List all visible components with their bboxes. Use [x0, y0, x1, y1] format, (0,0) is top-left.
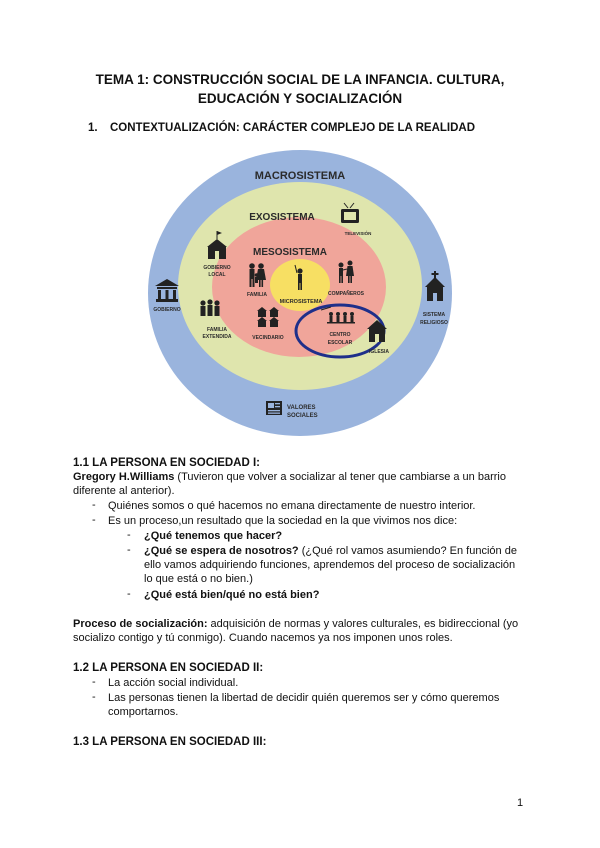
gregory-williams-paragraph	[73, 470, 528, 498]
question-bold: ¿Qué se espera de nosotros?	[144, 545, 299, 557]
label-familia-extendida-2: EXTENDIDA	[202, 334, 232, 340]
section-1-number: 1.	[88, 122, 98, 134]
label-mesosistema: MESOSISTEMA	[253, 247, 327, 258]
label-vecindario: VECINDARIO	[252, 335, 284, 341]
section-1-heading	[88, 122, 475, 134]
newspaper-icon	[266, 401, 282, 415]
question-text-line3: lo que está o no bien.)	[144, 573, 253, 586]
label-valores-2: SOCIALES	[287, 413, 318, 419]
question-item: ¿Qué tenemos que hacer?	[144, 530, 283, 542]
label-television: TELEVISIÓN	[344, 231, 372, 236]
list-item-line2: comportarnos.	[108, 706, 179, 719]
label-familia-extendida-1: FAMILIA	[207, 327, 227, 333]
author-text: (Tuvieron que volver a socializar al tener que cambiarse a un barrio	[174, 471, 506, 483]
title-line-1: TEMA 1: CONSTRUCCIÓN SOCIAL DE LA INFANCIA. CULTURA,	[95, 72, 505, 87]
bullet-marker: -	[127, 544, 131, 556]
list-item-line1: Las personas tienen la libertad de decidir quién queremos ser y cómo queremos	[108, 692, 500, 704]
label-familia: FAMILIA	[247, 292, 267, 298]
dash-marker: -	[92, 691, 96, 703]
bullet-marker: -	[127, 588, 131, 600]
label-gobierno: GOBIERNO	[153, 307, 181, 313]
question-text-line2: ello vamos adquiriendo funciones, aprendemos del proceso de socialización	[144, 559, 516, 572]
author-name: Gregory H.Williams	[73, 471, 175, 483]
label-sistema-2: RELIGIOSO	[420, 320, 448, 326]
page-number: 1	[517, 797, 524, 809]
label-gobierno-local-1: GOBIERNO	[203, 265, 231, 271]
label-microsistema: MICROSISTEMA	[279, 299, 323, 305]
label-exosistema: EXOSISTEMA	[249, 212, 315, 223]
label-valores-1: VALORES	[287, 405, 316, 411]
question-item: ¿Qué está bien/qué no está bien?	[144, 589, 320, 601]
document-title	[60, 70, 540, 108]
ecological-systems-diagram	[145, 147, 455, 439]
question-text: (¿Qué rol vamos asumiendo? En función de	[298, 545, 517, 557]
label-centro-2: ESCOLAR	[327, 340, 353, 346]
question-item	[144, 544, 528, 587]
socialization-paragraph	[73, 617, 528, 645]
extended-family-icon	[200, 299, 219, 316]
author-text-line2: diferente al anterior).	[73, 485, 175, 498]
dash-marker: -	[92, 499, 96, 511]
list-item	[108, 691, 528, 719]
section-1-3-heading: 1.3 LA PERSONA EN SOCIEDAD III:	[73, 736, 267, 748]
socialization-term: Proceso de socialización:	[73, 618, 208, 630]
socialization-text-line2: socializo contigo y tú conmigo). Cuando nacemos ya nos imponen unos roles.	[73, 632, 453, 645]
section-1-title: CONTEXTUALIZACIÓN: CARÁCTER COMPLEJO DE LA REALIDAD	[110, 122, 476, 134]
bullet-marker: -	[127, 529, 131, 541]
title-line-2: EDUCACIÓN Y SOCIALIZACIÓN	[197, 91, 403, 106]
dash-marker: -	[92, 676, 96, 688]
dash-marker: -	[92, 514, 96, 526]
list-item: La acción social individual.	[108, 677, 239, 689]
label-iglesia: IGLESIA	[368, 349, 390, 355]
list-item: Es un proceso,un resultado que la sociedad en la que vivimos nos dice:	[108, 515, 458, 527]
section-1-1-heading: 1.1 LA PERSONA EN SOCIEDAD I:	[73, 457, 261, 469]
section-1-2-heading: 1.2 LA PERSONA EN SOCIEDAD II:	[73, 662, 264, 674]
label-gobierno-local-2: LOCAL	[208, 272, 226, 278]
label-companeros: COMPAÑEROS	[327, 291, 365, 297]
label-macrosistema: MACROSISTEMA	[254, 170, 346, 182]
socialization-text: adquisición de normas y valores culturales, es bidireccional (yo	[207, 618, 519, 630]
label-sistema-1: SISTEMA	[422, 312, 446, 318]
list-item: Quiénes somos o qué hacemos no emana directamente de nuestro interior.	[108, 500, 476, 512]
label-centro-1: CENTRO	[329, 332, 351, 338]
